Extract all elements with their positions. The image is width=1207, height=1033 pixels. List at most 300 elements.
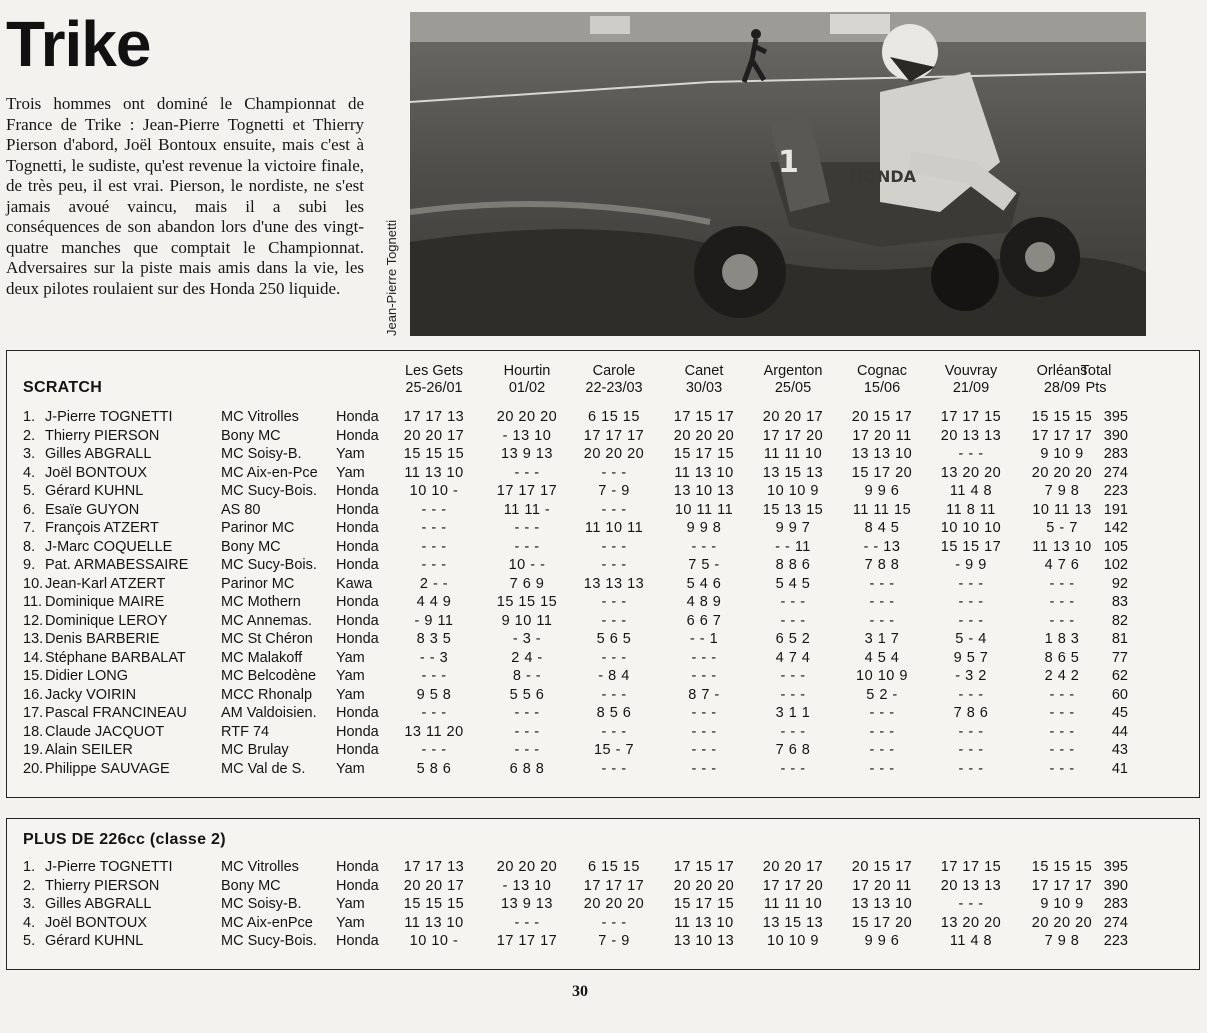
event-result: - - - bbox=[601, 686, 627, 703]
club-name: MC Aix-enPce bbox=[221, 914, 313, 931]
event-result: 10 10 - bbox=[409, 933, 459, 949]
rider-name: Thierry PIERSON bbox=[45, 427, 160, 444]
total-header bbox=[1081, 363, 1112, 397]
bike-make: Honda bbox=[336, 723, 379, 740]
table-row bbox=[7, 631, 1199, 650]
total-points: 390 bbox=[1103, 877, 1128, 894]
total-points: 62 bbox=[1111, 668, 1128, 684]
event-result: 11 13 10 bbox=[674, 914, 734, 931]
event-result: 9 10 9 bbox=[1040, 446, 1084, 462]
rank: 18. bbox=[23, 723, 44, 740]
bike-make: Honda bbox=[336, 520, 379, 536]
bike-make: Honda bbox=[336, 594, 379, 610]
event-name: Orléans bbox=[1036, 363, 1088, 379]
bike-make: Honda bbox=[336, 877, 379, 894]
event-result: 20 20 20 bbox=[1031, 914, 1093, 931]
event-result: 9 5 7 bbox=[953, 649, 989, 666]
total-points: 102 bbox=[1103, 557, 1128, 573]
event-header bbox=[764, 363, 823, 397]
bike-make: Honda bbox=[336, 538, 379, 555]
club-name: MC Val de S. bbox=[221, 760, 306, 777]
event-result: 13 10 13 bbox=[673, 933, 735, 949]
club-name: MC Malakoff bbox=[221, 649, 303, 666]
rider-name: Pascal FRANCINEAU bbox=[45, 705, 187, 721]
rider-name: J-Pierre TOGNETTI bbox=[45, 409, 173, 425]
event-result: 9 10 11 bbox=[501, 612, 553, 629]
event-result: - - - bbox=[869, 594, 895, 610]
event-result: 13 20 20 bbox=[940, 914, 1002, 931]
bike-make: Yam bbox=[336, 668, 365, 684]
event-result: 7 - 9 bbox=[598, 483, 630, 499]
event-result: - - - bbox=[514, 723, 540, 740]
event-result: 15 17 20 bbox=[851, 464, 913, 481]
table-row bbox=[7, 539, 1199, 558]
table-row bbox=[7, 915, 1199, 934]
total-header-line2: Pts bbox=[1085, 380, 1107, 396]
club-name: MC Sucy-Bois. bbox=[221, 483, 317, 499]
event-result: 7 8 8 bbox=[864, 557, 900, 573]
event-date: 01/02 bbox=[508, 380, 546, 396]
event-result: 7 5 - bbox=[688, 557, 720, 573]
event-result: 9 5 8 bbox=[416, 686, 452, 703]
bike-make: Honda bbox=[336, 859, 379, 875]
event-name: Argenton bbox=[763, 363, 823, 379]
event-name: Canet bbox=[684, 363, 724, 379]
event-result: - - - bbox=[421, 538, 447, 555]
event-result: - - - bbox=[869, 575, 895, 592]
classe2-table bbox=[6, 818, 1200, 970]
classe2-title: PLUS DE 226cc (classe 2) bbox=[23, 831, 226, 848]
event-result: 7 9 8 bbox=[1044, 483, 1080, 499]
event-result: 10 10 - bbox=[409, 483, 459, 499]
event-result: - - - bbox=[1049, 575, 1075, 592]
rank: 1. bbox=[23, 859, 36, 875]
event-result: - - - bbox=[691, 760, 717, 777]
event-result: - - - bbox=[1049, 742, 1075, 758]
table-row bbox=[7, 650, 1199, 669]
rank: 11. bbox=[23, 594, 43, 610]
table-row bbox=[7, 483, 1199, 502]
event-result: 13 15 13 bbox=[762, 914, 824, 931]
event-result: 7 6 9 bbox=[509, 575, 545, 592]
event-result: - - - bbox=[421, 520, 447, 536]
event-result: 20 15 17 bbox=[851, 409, 913, 425]
event-result: 7 6 8 bbox=[775, 742, 811, 758]
photo-caption: Jean-Pierre Tognetti bbox=[384, 219, 399, 336]
rank: 4. bbox=[23, 464, 36, 481]
event-date: 21/09 bbox=[952, 380, 990, 396]
event-result: - 13 10 bbox=[502, 427, 552, 444]
total-points: 105 bbox=[1103, 538, 1128, 555]
event-result: 13 13 10 bbox=[851, 896, 913, 912]
event-result: 10 10 10 bbox=[940, 520, 1002, 536]
total-points: 43 bbox=[1111, 742, 1128, 758]
event-result: 11 13 10 bbox=[404, 464, 464, 481]
club-name: MC Brulay bbox=[221, 742, 289, 758]
rank: 1. bbox=[23, 409, 36, 425]
event-result: 11 11 - bbox=[503, 501, 551, 518]
event-result: 2 4 2 bbox=[1044, 668, 1080, 684]
rank: 7. bbox=[23, 520, 36, 536]
club-name: MC Aix-en-Pce bbox=[221, 464, 318, 481]
bike-make: Yam bbox=[336, 896, 365, 912]
event-result: 4 5 4 bbox=[864, 649, 900, 666]
table-row bbox=[7, 896, 1199, 915]
rider-name: Didier LONG bbox=[45, 668, 128, 684]
scratch-title: SCRATCH bbox=[23, 379, 103, 396]
table-row bbox=[7, 520, 1199, 539]
event-header bbox=[685, 363, 724, 397]
event-result: 8 7 - bbox=[688, 686, 720, 703]
event-date: 25/05 bbox=[774, 380, 812, 396]
event-result: 20 20 20 bbox=[583, 446, 645, 462]
rank: 5. bbox=[23, 933, 36, 949]
event-result: 6 15 15 bbox=[588, 859, 640, 875]
rider-name: J-Marc COQUELLE bbox=[45, 538, 173, 555]
club-name: MC Annemas. bbox=[221, 612, 313, 629]
table-row bbox=[7, 428, 1199, 447]
event-result: - - - bbox=[1049, 723, 1075, 740]
event-result: - - - bbox=[514, 742, 540, 758]
article-intro: Trois hommes ont dominé le Championnat de France de Trike : Jean-Pierre Tognetti et Thierry Pierson d'abord, Joël Bontoux ensuite, mais c'est à Tognetti, le sudiste, qu'est revenue la victoire finale, de très peu, il est vrai. Pierson, le nordiste, ne s'est jamais avoué vaincu, mais il a subi les conséquences de son abandon lors d'une des vingt-quatre manches que comptait le Championnat. Adversaires sur la piste mais amis dans la vie, les deux pilotes roulaient sur des Honda 250 liquide. bbox=[6, 94, 364, 298]
event-result: 13 13 13 bbox=[583, 575, 645, 592]
event-result: 20 20 17 bbox=[762, 409, 824, 425]
club-name: MC Soisy-B. bbox=[221, 446, 302, 462]
rider-name: Denis BARBERIE bbox=[45, 631, 160, 647]
rider-name: Pat. ARMABESSAIRE bbox=[45, 557, 189, 573]
bike-make: Honda bbox=[336, 631, 379, 647]
event-result: 9 9 6 bbox=[864, 483, 900, 499]
event-result: 6 15 15 bbox=[588, 409, 640, 425]
event-result: 17 17 17 bbox=[583, 877, 645, 894]
bike-make: Yam bbox=[336, 686, 365, 703]
rider-name: Joël BONTOUX bbox=[45, 464, 148, 481]
rider-name: Claude JACQUOT bbox=[45, 723, 165, 740]
event-result: 15 15 15 bbox=[1031, 409, 1093, 425]
event-result: 13 9 13 bbox=[501, 896, 553, 912]
event-name: Les Gets bbox=[404, 363, 464, 379]
event-result: 20 20 20 bbox=[496, 409, 558, 425]
club-name: AS 80 bbox=[221, 501, 261, 518]
event-result: 17 20 11 bbox=[852, 427, 912, 444]
event-result: 13 11 20 bbox=[404, 723, 464, 740]
event-date: 15/06 bbox=[863, 380, 901, 396]
total-points: 41 bbox=[1111, 760, 1128, 777]
event-name: Carole bbox=[592, 363, 636, 379]
event-result: 11 13 10 bbox=[404, 914, 464, 931]
event-result: - - - bbox=[601, 464, 627, 481]
total-points: 274 bbox=[1103, 914, 1128, 931]
total-points: 395 bbox=[1103, 859, 1128, 875]
event-result: 13 9 13 bbox=[501, 446, 553, 462]
event-result: 17 17 17 bbox=[1031, 427, 1093, 444]
event-result: 17 17 17 bbox=[583, 427, 645, 444]
bike-make: Honda bbox=[336, 501, 379, 518]
total-points: 283 bbox=[1103, 896, 1128, 912]
total-points: 83 bbox=[1111, 594, 1128, 610]
total-points: 142 bbox=[1103, 520, 1128, 536]
event-result: 20 20 20 bbox=[496, 859, 558, 875]
event-result: 7 - 9 bbox=[598, 933, 630, 949]
event-result: - - - bbox=[514, 464, 540, 481]
event-result: 17 15 17 bbox=[673, 859, 735, 875]
rank: 19. bbox=[23, 742, 44, 758]
event-result: - - - bbox=[869, 723, 895, 740]
event-result: 10 11 13 bbox=[1032, 501, 1092, 518]
event-result: - - - bbox=[958, 612, 984, 629]
event-result: - - - bbox=[601, 538, 627, 555]
table-row bbox=[7, 687, 1199, 706]
rank: 15. bbox=[23, 668, 44, 684]
event-header bbox=[585, 363, 642, 397]
bike-make: Yam bbox=[336, 649, 365, 666]
event-result: 17 17 13 bbox=[403, 859, 465, 875]
event-result: - - - bbox=[869, 760, 895, 777]
table-row bbox=[7, 465, 1199, 484]
event-result: - - - bbox=[601, 914, 627, 931]
total-points: 390 bbox=[1103, 427, 1128, 444]
club-name: MC Vitrolles bbox=[221, 409, 299, 425]
event-result: 7 9 8 bbox=[1044, 933, 1080, 949]
rank: 14. bbox=[23, 649, 44, 666]
club-name: MCC Rhonalp bbox=[221, 686, 313, 703]
rank: 3. bbox=[23, 446, 36, 462]
event-result: - - - bbox=[869, 612, 895, 629]
total-header-line1: Total bbox=[1080, 363, 1112, 379]
club-name: Parinor MC bbox=[221, 575, 295, 592]
event-result: - - - bbox=[691, 742, 717, 758]
event-result: - - - bbox=[421, 705, 447, 721]
event-result: - - - bbox=[780, 686, 806, 703]
rider-name: Gérard KUHNL bbox=[45, 483, 144, 499]
event-result: - - - bbox=[514, 914, 540, 931]
event-result: - - 3 bbox=[419, 649, 449, 666]
event-date: 28/09 bbox=[1043, 380, 1081, 396]
event-result: - - - bbox=[958, 575, 984, 592]
rider-name: Gérard KUHNL bbox=[45, 933, 144, 949]
trike-photo-illustration bbox=[410, 12, 1146, 336]
event-result: 15 17 20 bbox=[851, 914, 913, 931]
event-result: 8 4 5 bbox=[864, 520, 900, 536]
event-result: 8 - - bbox=[512, 668, 542, 684]
bike-make: Yam bbox=[336, 464, 365, 481]
event-result: 20 15 17 bbox=[851, 859, 913, 875]
event-result: 5 - 7 bbox=[1046, 520, 1078, 536]
club-name: Parinor MC bbox=[221, 520, 295, 536]
event-result: - - - bbox=[421, 742, 447, 758]
table-row bbox=[7, 742, 1199, 761]
event-result: 13 10 13 bbox=[673, 483, 735, 499]
event-result: 17 17 20 bbox=[762, 877, 824, 894]
event-result: 15 13 15 bbox=[762, 501, 824, 518]
rank: 9. bbox=[23, 557, 36, 573]
event-result: 20 13 13 bbox=[940, 427, 1002, 444]
event-result: - - 13 bbox=[863, 538, 901, 555]
bike-make: Yam bbox=[336, 760, 365, 777]
event-result: - - - bbox=[601, 760, 627, 777]
event-result: 2 4 - bbox=[511, 649, 543, 666]
event-result: 11 10 11 bbox=[584, 520, 644, 536]
event-result: - - - bbox=[1049, 686, 1075, 703]
event-result: - - - bbox=[958, 723, 984, 740]
event-date: 25-26/01 bbox=[405, 380, 463, 396]
event-result: - - - bbox=[421, 557, 447, 573]
event-result: 15 - 7 bbox=[593, 742, 635, 758]
event-result: - - - bbox=[1049, 760, 1075, 777]
event-result: 17 17 15 bbox=[940, 409, 1002, 425]
event-result: 20 20 17 bbox=[403, 877, 465, 894]
total-points: 45 bbox=[1111, 705, 1128, 721]
table-row bbox=[7, 576, 1199, 595]
event-date: 22-23/03 bbox=[585, 380, 643, 396]
club-name: MC Belcodène bbox=[221, 668, 317, 684]
table-row bbox=[7, 502, 1199, 521]
event-result: 5 4 5 bbox=[775, 575, 811, 592]
event-result: - - - bbox=[421, 668, 447, 684]
table-row bbox=[7, 705, 1199, 724]
club-name: MC St Chéron bbox=[221, 631, 313, 647]
event-result: 6 8 8 bbox=[509, 760, 545, 777]
rank: 12. bbox=[23, 612, 44, 629]
total-points: 60 bbox=[1111, 686, 1128, 703]
event-result: - - - bbox=[869, 742, 895, 758]
event-result: 2 - - bbox=[419, 575, 449, 592]
event-result: - - - bbox=[691, 723, 717, 740]
event-result: - - - bbox=[514, 520, 540, 536]
event-result: 20 20 20 bbox=[1031, 464, 1093, 481]
event-result: - - - bbox=[421, 501, 447, 518]
table-row bbox=[7, 613, 1199, 632]
event-result: - 9 9 bbox=[955, 557, 987, 573]
event-result: - 9 11 bbox=[414, 612, 454, 629]
event-header bbox=[945, 363, 997, 397]
event-result: - - - bbox=[958, 686, 984, 703]
rider-name: J-Pierre TOGNETTI bbox=[45, 859, 173, 875]
event-result: 5 - 4 bbox=[955, 631, 987, 647]
club-name: MC Sucy-Bois. bbox=[221, 933, 317, 949]
event-result: 17 17 20 bbox=[762, 427, 824, 444]
bike-make: Honda bbox=[336, 705, 379, 721]
event-result: 11 11 10 bbox=[763, 896, 823, 912]
bike-make: Honda bbox=[336, 409, 379, 425]
event-result: 20 20 17 bbox=[403, 427, 465, 444]
event-result: - - - bbox=[780, 668, 806, 684]
bike-make: Honda bbox=[336, 742, 379, 758]
event-result: 15 15 15 bbox=[403, 896, 465, 912]
event-result: 3 1 1 bbox=[775, 705, 811, 721]
event-result: - - 11 bbox=[775, 538, 811, 555]
table-row bbox=[7, 859, 1199, 878]
rider-name: Alain SEILER bbox=[45, 742, 133, 758]
total-points: 274 bbox=[1103, 464, 1128, 481]
total-points: 77 bbox=[1111, 649, 1128, 666]
club-name: MC Soisy-B. bbox=[221, 896, 302, 912]
event-name: Cognac bbox=[857, 363, 907, 379]
bike-make: Yam bbox=[336, 914, 365, 931]
club-name: MC Mothern bbox=[221, 594, 301, 610]
event-result: - - - bbox=[514, 538, 540, 555]
event-result: 11 4 8 bbox=[949, 933, 993, 949]
event-result: 8 8 6 bbox=[775, 557, 811, 573]
event-header bbox=[504, 363, 551, 397]
event-result: 20 20 20 bbox=[673, 427, 735, 444]
rider-name: Thierry PIERSON bbox=[45, 877, 160, 894]
event-result: 9 10 9 bbox=[1040, 896, 1084, 912]
club-name: Bony MC bbox=[221, 427, 281, 444]
rider-name: Dominique LEROY bbox=[45, 612, 168, 629]
rank: 3. bbox=[23, 896, 36, 912]
event-result: 17 17 17 bbox=[496, 483, 558, 499]
event-result: - 13 10 bbox=[502, 877, 552, 894]
event-result: 11 13 10 bbox=[1032, 538, 1092, 555]
event-result: 7 8 6 bbox=[953, 705, 989, 721]
article-title: Trike bbox=[6, 8, 151, 80]
event-result: 11 11 15 bbox=[852, 501, 912, 518]
bike-make: Honda bbox=[336, 612, 379, 629]
event-result: 9 9 8 bbox=[686, 520, 722, 536]
event-result: - - - bbox=[691, 668, 717, 684]
event-result: - - - bbox=[601, 649, 627, 666]
event-result: 20 20 17 bbox=[762, 859, 824, 875]
event-result: 4 7 4 bbox=[775, 649, 811, 666]
event-result: - - - bbox=[1049, 612, 1075, 629]
table-row bbox=[7, 594, 1199, 613]
rider-name: Gilles ABGRALL bbox=[45, 446, 152, 462]
event-result: - - - bbox=[780, 594, 806, 610]
rank: 4. bbox=[23, 914, 36, 931]
event-result: 5 6 5 bbox=[596, 631, 632, 647]
table-row bbox=[7, 557, 1199, 576]
event-result: - - - bbox=[958, 742, 984, 758]
rank: 13. bbox=[23, 631, 44, 647]
event-result: 15 15 15 bbox=[496, 594, 558, 610]
bike-make: Honda bbox=[336, 427, 379, 444]
event-result: 1 8 3 bbox=[1044, 631, 1080, 647]
event-result: - 8 4 bbox=[598, 668, 630, 684]
event-result: - - - bbox=[869, 705, 895, 721]
bike-make: Kawa bbox=[336, 575, 373, 592]
event-result: 20 13 13 bbox=[940, 877, 1002, 894]
bike-make: Honda bbox=[336, 933, 379, 949]
table-row bbox=[7, 668, 1199, 687]
event-result: 6 6 7 bbox=[686, 612, 722, 629]
event-result: - - - bbox=[780, 612, 806, 629]
event-result: 4 8 9 bbox=[686, 594, 722, 610]
rider-name: Jean-Karl ATZERT bbox=[45, 575, 166, 592]
rank: 2. bbox=[23, 427, 36, 444]
event-result: 5 4 6 bbox=[686, 575, 722, 592]
event-result: - - - bbox=[691, 649, 717, 666]
event-result: 20 20 20 bbox=[673, 877, 735, 894]
scratch-table bbox=[6, 350, 1200, 798]
total-points: 395 bbox=[1103, 409, 1128, 425]
event-result: 13 20 20 bbox=[940, 464, 1002, 481]
event-result: 5 8 6 bbox=[416, 760, 452, 777]
table-row bbox=[7, 878, 1199, 897]
event-result: 6 5 2 bbox=[775, 631, 811, 647]
rider-name: Joël BONTOUX bbox=[45, 914, 148, 931]
table-row bbox=[7, 446, 1199, 465]
rank: 6. bbox=[23, 501, 36, 518]
event-result: - - - bbox=[1049, 594, 1075, 610]
event-result: 15 15 15 bbox=[1031, 859, 1093, 875]
event-name: Vouvray bbox=[944, 363, 998, 379]
event-result: 5 2 - bbox=[866, 686, 898, 703]
total-points: 223 bbox=[1103, 483, 1128, 499]
event-result: - - - bbox=[958, 760, 984, 777]
club-name: MC Sucy-Bois. bbox=[221, 557, 317, 573]
event-result: 17 20 11 bbox=[852, 877, 912, 894]
